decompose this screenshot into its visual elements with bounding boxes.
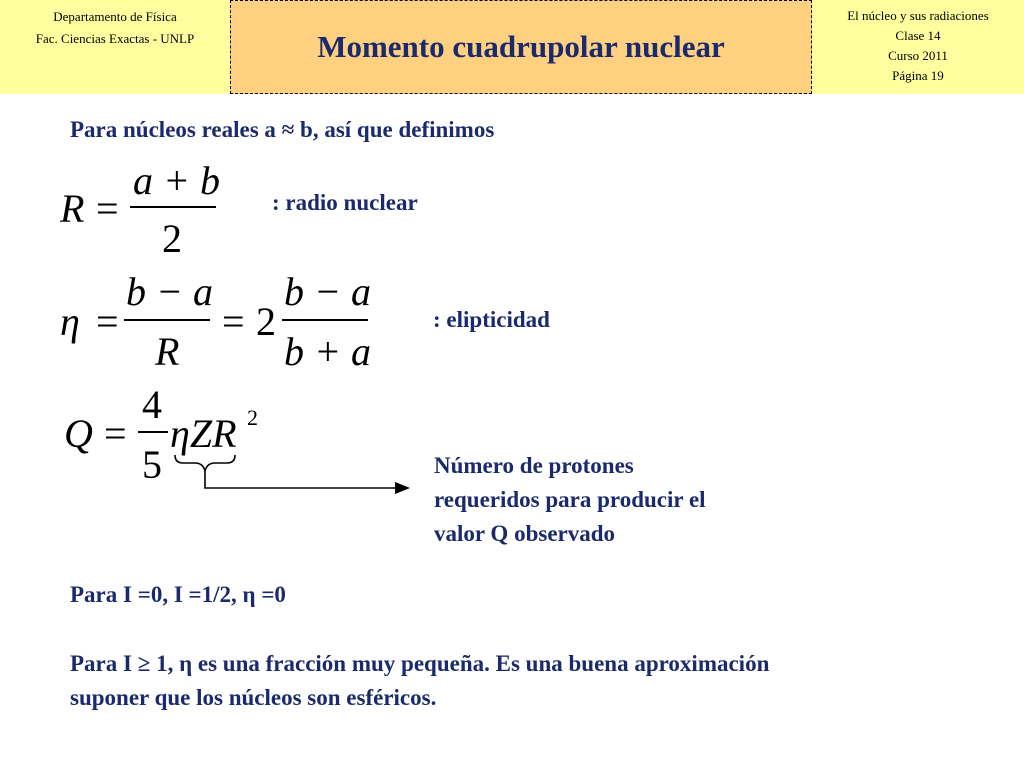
case-spin-ge-one-line1: Para I ≥ 1, η es una fracción muy pequeña. Es una buena aproximación [70,651,770,676]
radio-label: : radio nuclear [272,190,418,215]
equation-quadrupole [64,382,258,487]
eq3-numerator: 4 [142,382,162,427]
elipticidad-label: : elipticidad [433,307,550,332]
case-spin-zero: Para I =0, I =1/2, η =0 [70,582,286,607]
eq2-numerator2: b − a [284,269,371,314]
underbrace-shape [175,455,235,471]
eq3-denominator: 5 [142,442,162,487]
course-label: El núcleo y sus radiaciones [847,8,989,23]
slide-title: Momento cuadrupolar nuclear [230,0,812,94]
year-label: Curso 2011 [888,48,948,63]
protones-note-line3: valor Q observado [434,521,616,546]
eq2-coefficient: 2 [256,299,276,344]
intro-text: Para núcleos reales a ≈ b, así que definimos [70,117,495,142]
eq3-rhs: ηZR [170,411,237,456]
class-label: Clase 14 [895,28,941,43]
note-arrow [205,471,410,494]
svg-text:=: = [104,411,127,456]
eq1-denominator: 2 [162,216,182,261]
svg-text:=: = [96,299,119,344]
faculty-label: Fac. Ciencias Exactas - UNLP [35,31,195,46]
svg-text:=: = [96,186,119,231]
eq1-numerator: a + b [133,158,220,203]
department-label: Departamento de Física [53,9,177,24]
eq2-denominator1: R [155,329,180,374]
eq2-denominator2: b + a [284,329,371,374]
case-spin-ge-one-line2: suponer que los núcleos son esféricos. [70,685,437,710]
equation-radius [59,158,220,261]
protones-note-line2: requeridos para producir el [434,487,706,512]
svg-text:=: = [222,299,245,344]
protones-note-line1: Número de protones [434,453,634,478]
eq2-numerator1: b − a [126,269,213,314]
eq1-lhs: R [60,186,85,231]
eq3-exponent: 2 [247,405,258,430]
eq3-lhs: Q [64,411,93,456]
eq2-lhs: η [60,299,80,344]
equation-ellipticity [60,269,371,374]
page-label: Página 19 [892,68,944,83]
